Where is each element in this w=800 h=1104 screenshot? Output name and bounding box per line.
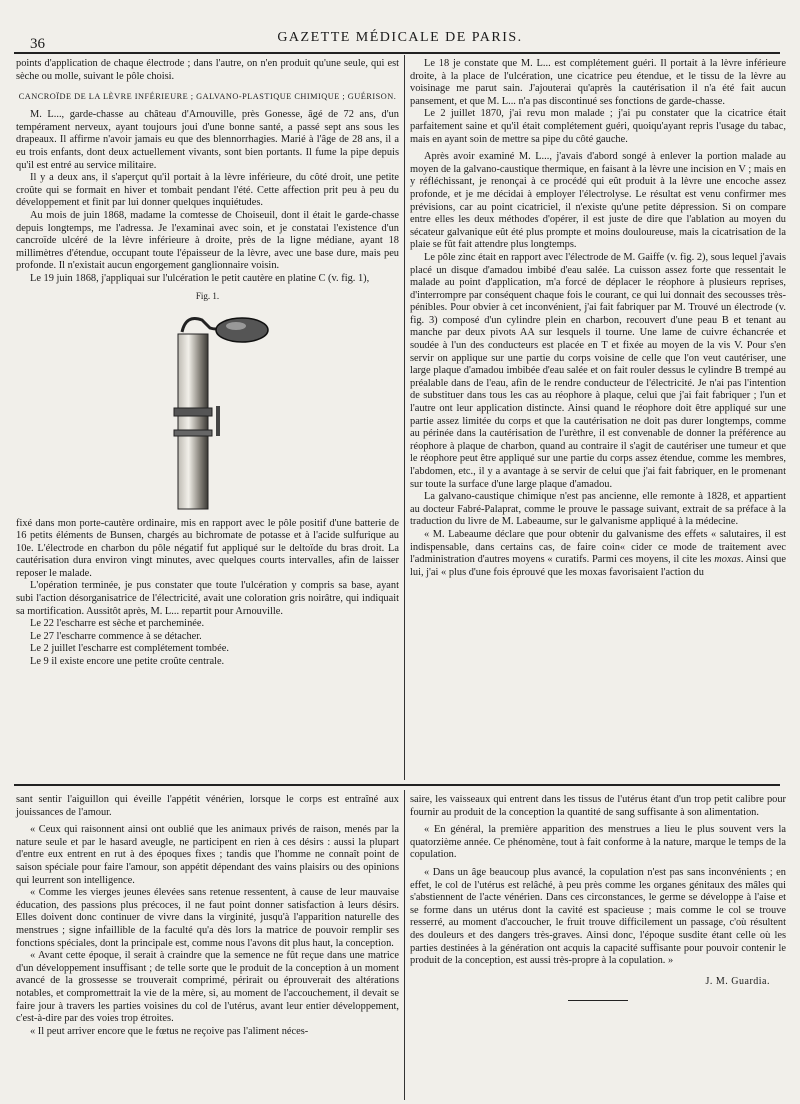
paragraph: L'opération terminée, je pus constater que toute l'ulcération y compris sa base, ayant subi l'action désorganisatrice de l'électricité, avait une coloration gris noirâtre, qui indiquait sa mortification. Aussitôt après, M. L... repartit pour Arnouville. xyxy=(16,580,399,617)
paragraph: Le 19 juin 1868, j'appliquai sur l'ulcération le petit cautère en platine C (v. fig. 1), xyxy=(30,272,370,284)
column-top-left xyxy=(16,58,399,776)
cautery-illustration xyxy=(156,306,276,511)
paragraph: « En général, la première apparition des menstrues a lieu le plus souvent vers la quatorzième année. Ce phénomène, tout à fait conforme à la nature, marque le temps de la copulation. xyxy=(410,824,786,861)
column-top-right xyxy=(410,58,786,776)
journal-title: GAZETTE MÉDICALE DE PARIS. xyxy=(277,30,523,45)
column-bottom-right xyxy=(410,794,786,1098)
paragraph: La galvano-caustique chimique n'est pas ancienne, elle remonte à 1828, et appartient au docteur Fabré-Palaprat, comme le prouve le passage suivant, extrait de sa préface à la traduction du livre de M. Labeaume, sur le galvanisme appliqué à la médecine. xyxy=(410,491,786,528)
section-divider-rule xyxy=(14,784,780,786)
paragraph: Il y a deux ans, il s'aperçut qu'il portait à la lèvre inférieure, du côté droit, une petite croûte qui se formait en hiver et tombait pendant l'été. Cette affection prit peu à peu du développement et finit par lui donner quelques inquiétudes. xyxy=(16,172,399,209)
paragraph: « Ceux qui raisonnent ainsi ont oublié que les animaux privés de raison, menés par la nature seule et par le hasard aveugle, ne participent en rien à ces désirs : aussi la plupart d'entre eux entrent en rut à des époques fixes ; tandis que l'homme ne connaît point de saison spéciale pour faire l'amour, son appétit dépendant des vains plaisirs ou des opinions qui leurrent son intelligence. xyxy=(16,824,399,886)
figure-caption: Fig. 1. xyxy=(195,290,220,301)
author-signature: J. M. Guardia. xyxy=(705,975,770,987)
header-rule xyxy=(14,52,780,54)
paragraph: saire, les vaisseaux qui entrent dans les tissus de l'utérus étant d'un trop petit calibre pour fournir au produit de la conception la quantité de sang suffisante à son alimentation. xyxy=(410,794,786,818)
paragraph: Après avoir examiné M. L..., j'avais d'abord songé à enlever la portion malade au moyen de la galvano-caustique thermique, en faisant à la lèvre une incision en V ; mais en y réfléchissant, je renonçai à ce procédé qui eût produit à la lèvre une encoche assez profonde, et je me décidai à employer l'électrolyse. Le résultat est venu confirmer mes prévisions, car au point cicatriciel, il n'existe qu'une petite dépression. Si on compare entre elles les deux méthodes d'opérer, il est juste de dire que l'ablation au moyen du sécateur galvanique eût été plus prompte et moins douloureuse, mais la cicatrisation de la plaie se fût fait attendre plus longtemps. xyxy=(410,151,786,251)
paragraph: Le 18 je constate que M. L... est complétement guéri. Il portait à la lèvre inférieure droite, à la place de l'ulcération, une cicatrice peu étendue, et le tissu de la lèvre au voisinage me parut sain. J'ajouterai qu'après la cautérisation il n'a été fait aucun pansement, et que M. L... n'a pas discontinué ses fonctions de garde-chasse. xyxy=(410,58,786,107)
diary-entry: Le 22 l'escharre est sèche et parcheminée. xyxy=(30,618,205,630)
diary-entry: Le 2 juillet l'escharre est complétement tombée. xyxy=(30,643,229,655)
paragraph: « Il peut arriver encore que le fœtus ne reçoive pas l'aliment néces- xyxy=(30,1025,309,1037)
paragraph: sant sentir l'aiguillon qui éveille l'appétit vénérien, lorsque le corps est entraîné aux jouissances de l'amour. xyxy=(16,794,399,818)
paragraph: Le 2 juillet 1870, j'ai revu mon malade ; j'ai pu constater que la cicatrice était parfaitement saine et qu'il était complétement guéri, quoiqu'ayant repris l'usage du tabac, mais en ayant soin de mettre sa pipe du côté gauche. xyxy=(410,108,786,145)
quotation xyxy=(410,529,786,579)
paragraph: fixé dans mon porte-cautère ordinaire, mis en rapport avec le pôle positif d'une batterie de 16 petits éléments de Bunsen, chargés au bichromate de potasse et à l'acide sulfurique au 10e. L'électrode en charbon du pôle négatif fut appliqué sur le deltoïde du bras droit. La cautérisation dura environ vingt minutes, avec quelques courts intervalles, afin de laisser reposer le malade. xyxy=(16,517,399,579)
paragraph: « Comme les vierges jeunes élevées sans retenue ressentent, à cause de leur mauvaise éducation, des passions plus précoces, il ne faut point donner satisfaction à leurs désirs. Elles doivent donc continuer de vivre dans la virginité, jusqu'à l'apparition naturelle des menstrues ; signe infaillible de la faculté qu'a dès lors la matrice de pouvoir remplir ses fonctions spéciales, dont la principale est, comme nous l'avons dit plus haut, la conception. xyxy=(16,887,399,949)
paragraph: M. L..., garde-chasse au château d'Arnouville, près Gonesse, âgé de 72 ans, d'un tempérament nerveux, ayant toujours joui d'une bonne santé, a passé sept ans sous les drapeaux. Il affirme n'avoir jamais eu que des blennorrhagies. Marié à l'âge de 28 ans, il a eu trois enfants, dont deux actuellement vivants, sont bien portants. Il fume la pipe depuis qu'il est entré au service militaire. xyxy=(16,109,399,171)
column-bottom-left xyxy=(16,794,399,1098)
section-title: CANCROÏDE DE LA LÈVRE INFÉRIEURE ; GALVANO-PLASTIQUE CHIMIQUE ; GUÉRISON. xyxy=(18,92,397,102)
quote-text: « M. Labeaume déclare que pour obtenir du galvanisme des effets « salutaires, il est indispensable, dans certains cas, de faire coin« cider ce mode de traitement avec l'administration d'autres moyens « curatifs. Parmi ces moyens, il cite les xyxy=(410,528,786,566)
quote-text-end: . Ainsi que lui, j'ai « plus d'une fois éprouvé que les moxas favorisaient l'action du xyxy=(410,554,786,578)
quote-emphasis: moxas xyxy=(714,554,741,566)
paragraph: points d'application de chaque électrode ; dans l'autre, on n'en produit qu'une seule, qui est sèche ou molle, suivant le pôle choisi. xyxy=(16,58,399,82)
paragraph: « Dans un âge beaucoup plus avancé, la copulation n'est pas sans inconvénients ; en effet, le col de l'utérus est relâché, à peu près comme les organes génitaux des mâles qui s'abstiennent de l'acte vénérien. Dans ces circonstances, le germe se développe à l'aise et se forme dans un utérus dont la cavité est spacieuse ; mais comme le col se trouve resserré, au moment d'accoucher, le fruit trouve difficilement un passage, c'où résultent des douleurs et des dangers très-graves. Ainsi donc, l'époque susdite étant celle où les parties destinées à la génération ont acquis la capacité suffisante pour pouvoir contenir le produit de la conception, est aussi très-propre à la copulation. » xyxy=(410,866,786,967)
column-separator-bottom xyxy=(404,790,405,1100)
column-separator-top xyxy=(404,55,405,780)
paragraph: Au mois de juin 1868, madame la comtesse de Choiseuil, dont il était le garde-chasse depuis longtemps, me l'adressa. Je l'examinai avec soin, et je constatai l'existence d'un cancroïde ulcéré de la lèvre inférieure à droite, près de la ligne médiane, ayant 18 millimètres d'étendue, occupant toute l'épaisseur de la lèvre, avec une base dure, mais peu profonde. Il n'existait aucun engorgement ganglionnaire voisin. xyxy=(16,209,399,272)
page-number: 36 xyxy=(30,36,45,52)
paragraph: « Avant cette époque, il serait à craindre que la semence ne fût reçue dans une matrice d'un développement insuffisant ; de telle sorte que le produit de la conception à un moment avancé de la grossesse se trouverait comprimé, périrait ou éprouverait des altérations notables, et compromettrait la vie de la mère, si, au moment de l'accouchement, il devait se faire jour à travers les parties voisines du col de l'utérus, avant leur entier développement, c'est-à-dire par des voies trop étroites. xyxy=(16,950,399,1025)
figure-1 xyxy=(16,288,399,516)
end-rule xyxy=(568,1000,628,1001)
diary-entry: Le 9 il existe encore une petite croûte centrale. xyxy=(30,656,225,668)
paragraph: Le pôle zinc était en rapport avec l'électrode de M. Gaiffe (v. fig. 2), sous lequel j'avais placé un disque d'amadou imbibé d'eau salée. La cuisson assez forte que ressentait le malade au point d'application, m'a forcé de déplacer le réophore à plusieurs reprises, d'interrompre par conséquent chaque fois le courant, ce qui lui donnait des secousses très-pénibles. Pour obvier à cet inconvénient, j'ai fait fabriquer par M. Trouvé un électrode (v. fig. 3) composé d'un cylindre plein en charbon, recouvert d'une peau B et tenant au manche par deux pivots AA sur lesquels il tourne. Une lame de cuivre échancrée et soudée à l'un des conducteurs est placée en T et fixée au moyen de la vis V. Pour s'en servir on applique sur une partie du corps voisine de celle que l'on veut cautériser, une large plaque d'amadou imbibée d'eau salée et on fait rouler dessus le cylindre B trempé au préalable dans de l'eau, afin de le rendre conducteur de l'électricité. Je n'ai pas l'intention de substituer dans tous les cas au réophore à plaque, celui que j'ai fait fabriquer ; l'un et l'autre ont leur application distincte. Ainsi quand le réophore doit être appliqué sur une partie assez limitée du corps et que la cautérisation ne doit pas durer longtemps, comme au périnée dans la cautérisation de l'urèthre, il est convenable de donner la préférence au réophore à plaque de charbon, quand au contraire il s'agit de cautériser une tumeur et que le réophore peut être appliqué sur une partie du corps assez étendue, comme les membres, l'abdomen, etc., il y a avantage à se servir de celui que j'ai fait fabriquer, en le promenant sur toute la surface d'une large plaque d'amadou. xyxy=(410,251,786,490)
diary-entry: Le 27 l'escharre commence à se détacher. xyxy=(30,630,202,642)
